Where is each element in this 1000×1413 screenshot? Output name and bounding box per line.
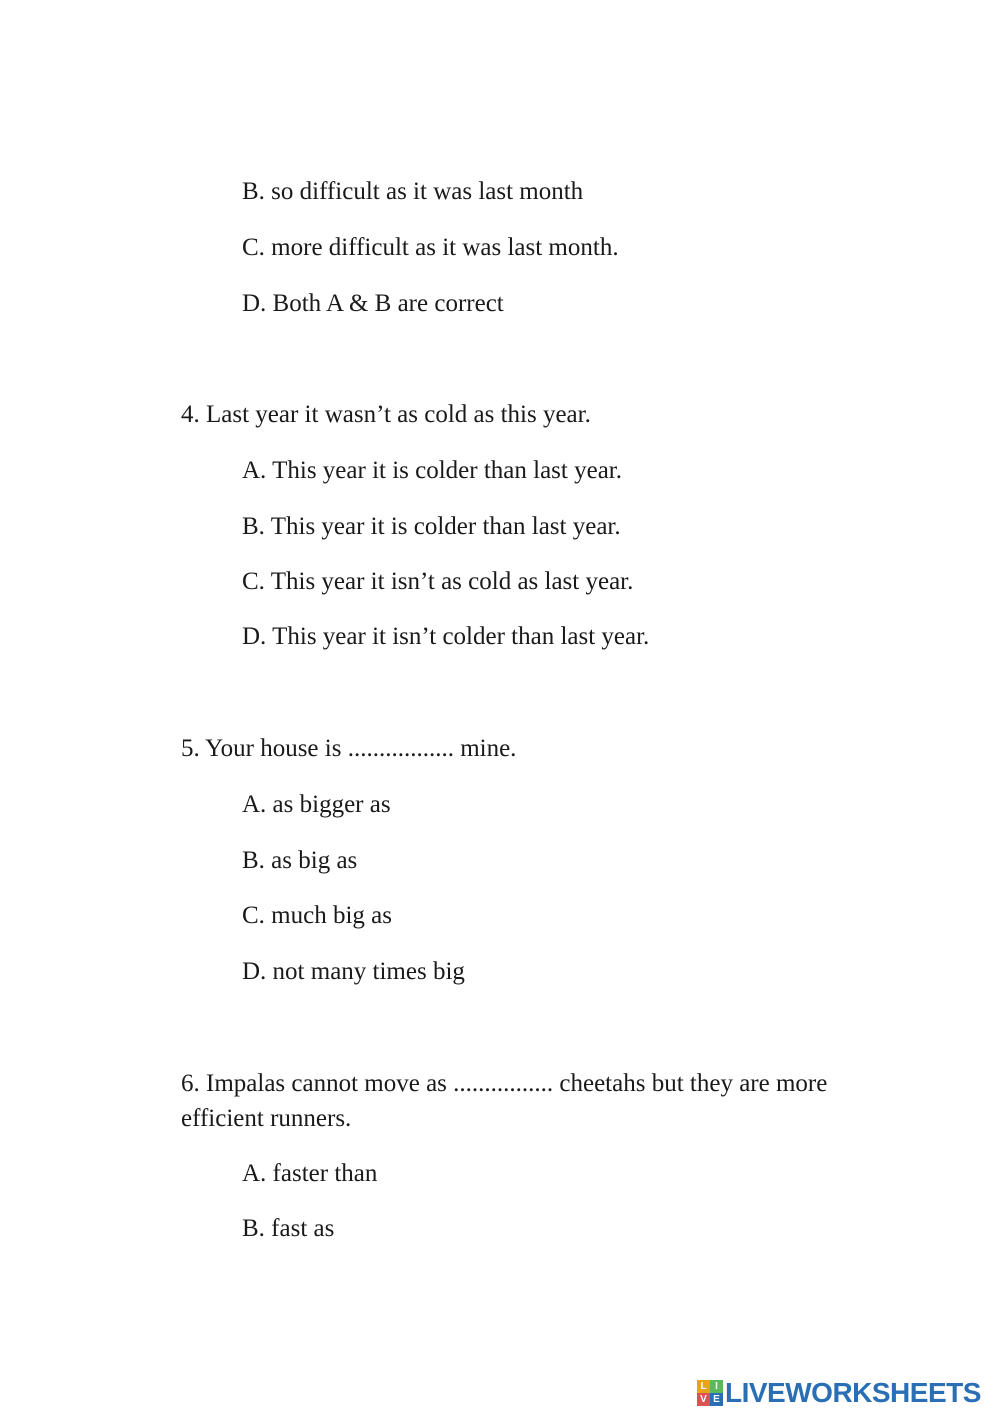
q4-option-b[interactable]: B. This year it is colder than last year. [242, 513, 621, 540]
q4-option-d[interactable]: D. This year it isn’t colder than last year. [242, 623, 650, 650]
q4-option-c[interactable]: C. This year it isn’t as cold as last year. [242, 568, 634, 595]
q5-option-b[interactable]: B. as big as [242, 847, 358, 874]
logo-letter-v: V [697, 1393, 710, 1406]
logo-letter-i: I [710, 1380, 723, 1393]
logo-letter-e: E [710, 1393, 723, 1406]
q5-option-a[interactable]: A. as bigger as [242, 791, 391, 818]
q6-option-a[interactable]: A. faster than [242, 1160, 378, 1187]
question-6: 6. Impalas cannot move as ................ cheetahs but they are more efficient runners. [181, 1070, 828, 1132]
q3-option-b[interactable]: B. so difficult as it was last month [242, 178, 584, 205]
question-5: 5. Your house is ................. mine. [181, 735, 517, 762]
liveworksheets-logo [697, 1376, 981, 1410]
brand-name: LIVEWORKSHEETS [725, 1377, 981, 1408]
q6-option-b[interactable]: B. fast as [242, 1215, 335, 1242]
live-logo-icon [697, 1380, 723, 1406]
q4-option-a[interactable]: A. This year it is colder than last year. [242, 457, 622, 484]
logo-letter-l: L [697, 1380, 710, 1393]
q5-option-c[interactable]: C. much big as [242, 902, 392, 929]
q3-option-c[interactable]: C. more difficult as it was last month. [242, 234, 619, 261]
q3-option-d[interactable]: D. Both A & B are correct [242, 290, 504, 317]
question-4: 4. Last year it wasn’t as cold as this year. [181, 401, 591, 428]
q5-option-d[interactable]: D. not many times big [242, 958, 465, 985]
